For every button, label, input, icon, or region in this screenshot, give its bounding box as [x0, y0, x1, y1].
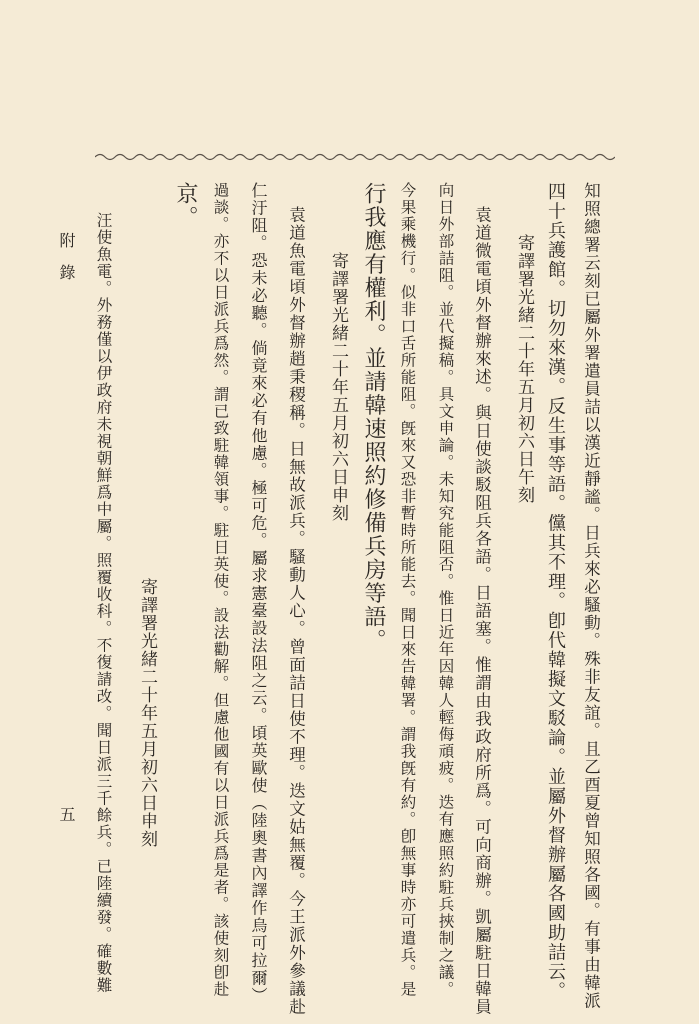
text-column-8: 仁汙阻。恐未必聽。倘竟來必有他慮。極可危。屬求憲臺設法阻之云。頃英歐使（陸奧書內譯作烏可拉爾）	[249, 182, 268, 1005]
text-column-6: 行我應有權利。並請韓速照約修備兵房等語。	[361, 182, 386, 652]
text-column-9: 過談。亦不以日派兵爲然。謂已致駐韓領事。駐日英使。設法勸解。但慮他國有以日派兵爲是者。該使刻卽赴	[211, 182, 230, 998]
memo-heading-3: 寄譯署光緒二十年五月初六日申刻	[137, 578, 157, 848]
page-number: 五	[57, 806, 76, 822]
wavy-divider	[95, 150, 615, 164]
text-column-4: 向日外部詰阻。並代擬稿。具文申論。未知究能阻否。惟日近年因韓人輕侮頑疲。迭有應照約駐兵挾制之議。	[436, 182, 455, 998]
text-column-1: 知照總署云刻已屬外署遣員詰以漢近靜謐。日兵來必騷動。殊非友誼。且乙酉夏曾知照各國。有事由韓派	[581, 182, 601, 1010]
memo-heading-2: 寄譯署光緒二十年五月初六日申刻	[328, 252, 348, 522]
text-column-7: 袁道魚電頃外督辦趙秉稷稱。日無故派兵。騷動人心。曾面詰日使不理。迭文姑無覆。今王派外參議赴	[286, 206, 306, 1016]
text-column-3: 袁道微電頃外督辦來述。與日使談駁阻兵各語。日語塞。惟謂由我政府所爲。可向商辦。凱屬駐日韓員	[472, 206, 492, 1016]
section-label: 附 錄	[57, 232, 76, 280]
text-column-11: 汪使魚電。外務僅以伊政府未視朝鮮爲中屬。照覆收科。不復請改。聞日派三千餘兵。已陸續發。確數難	[94, 212, 113, 994]
text-column-10: 京。	[173, 182, 198, 229]
text-column-2: 四十兵護館。切勿來漢。反生事等語。儻其不理。卽代韓擬文駁論。並屬外督辦屬各國助詰云。	[545, 182, 566, 1001]
memo-heading-1: 寄譯署光緒二十年五月初六日午刻	[514, 234, 534, 504]
text-column-5: 今果乘機行。似非口舌所能阻。旣來又恐非暫時所能去。聞日來告韓署。謂我旣有約。卽無事時亦可遣兵。是	[398, 182, 417, 998]
